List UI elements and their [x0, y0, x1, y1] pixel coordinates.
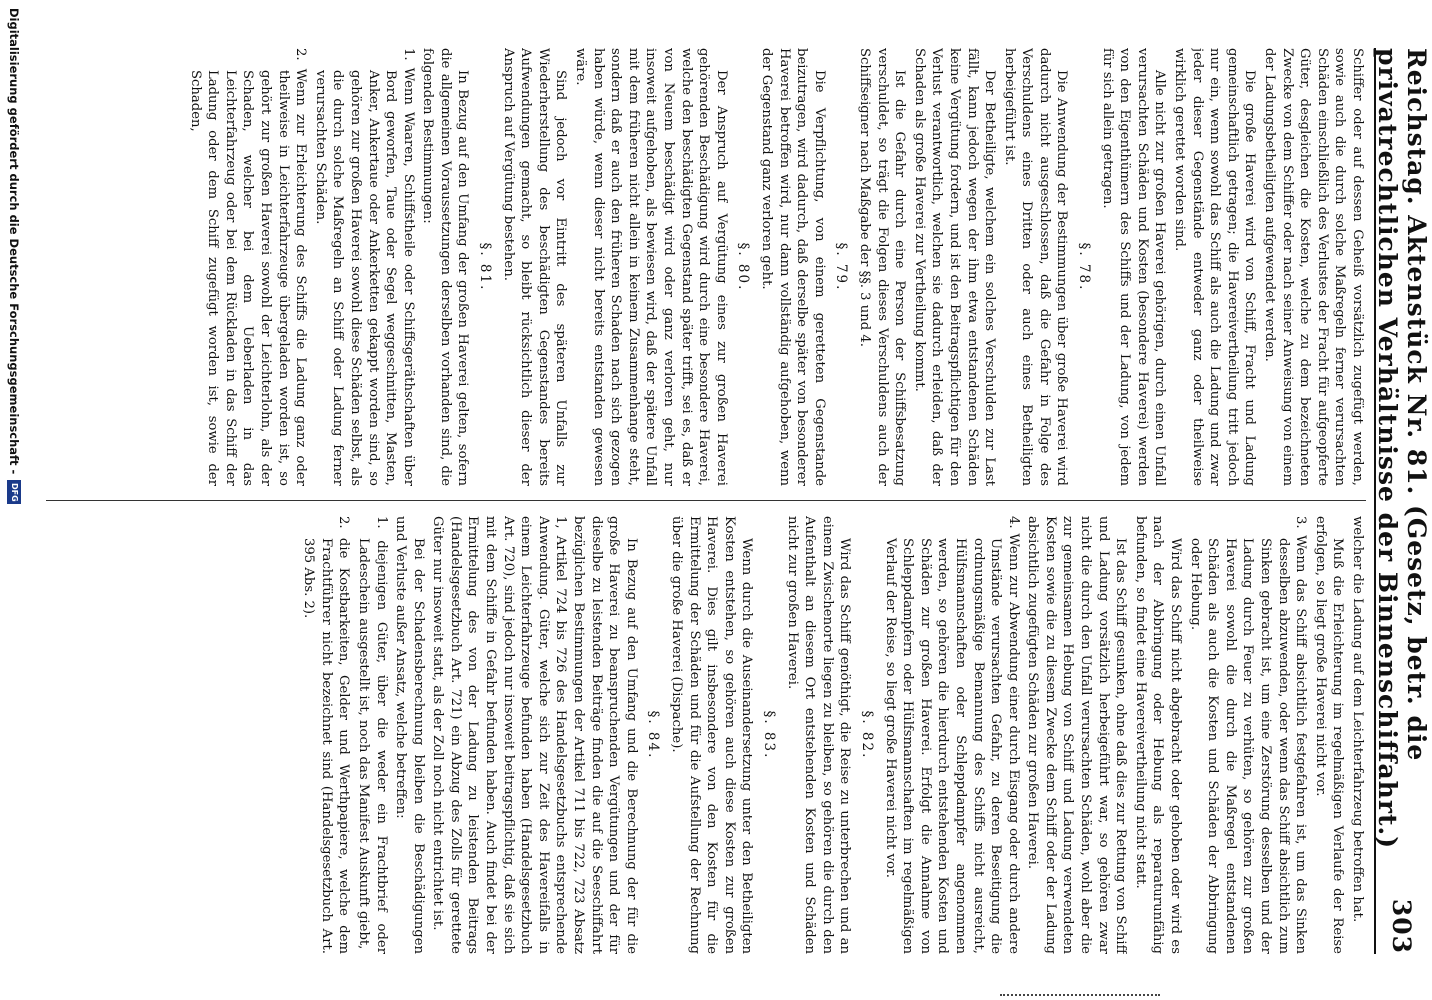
page-number: 303 — [1387, 898, 1417, 954]
paragraph: Ist die Gefahr durch eine Person der Schiffsbesatzung verschuldet, so trägt die Folgen dieses Verschuldens auch der Schiffseigner nach Maßgabe der §§. 3 und 4. — [856, 48, 908, 486]
column-divider — [46, 500, 1366, 501]
section-heading: §. 81. — [477, 242, 494, 292]
section-heading: §. 80. — [735, 242, 752, 292]
paragraph: Die große Haverei wird von Schiff, Fracht und Ladung gemeinschaftlich getragen; die Havereivertheilung tritt jedoch nur ein, wenn sowohl das Schiff als auch die Ladung und zwar jeder dieser Gegenstände entweder ganz oder theilweise wirklich gerettet worden sind. — [1172, 48, 1258, 486]
list-item: 3. Wenn das Schiff absichtlich festgefahren ist, um das Sinken desselben abzuwenden, oder wenn das Schiff absichtlich zum Sinken gebracht ist, um eine Zerstörung desselben und der Ladung durch Feuer zu verhüten, so gehören zur großen Haverei sowohl die durch die Maßregel entstandenen Schäden als auch die Kosten und Schäden der Abbringung oder Hebung. — [1187, 516, 1309, 954]
right-column — [46, 516, 1366, 954]
list-item: 2. die Kostbarkeiten, Gelder und Werthpapiere, welche dem Frachtführer nicht bezeichnet sind (Handelsgesetzbuch Art. 395 Abs. 2). — [301, 516, 352, 954]
list-item: 1. diejenigen Güter, über die weder ein Frachtbrief oder Ladeschein ausgestellt ist, noch das Manifest Auskunft giebt, — [355, 516, 389, 954]
paragraph: welcher die Ladung auf dem Leichterfahrzeug betroffen hat. — [1350, 516, 1365, 923]
paragraph: Wird das Schiff genöthigt, die Reise zu unterbrechen und an einem Zwischenorte liegen zu bleiben, so gehören die durch den Aufenthalt an diesem Ort entstehenden Kosten und Schäden nicht zur großen Haverei. — [784, 516, 853, 954]
section-heading: §. 84. — [645, 710, 662, 760]
list-item: 1. Wenn Waaren, Schiffstheile oder Schiffsgeräthschaften über Bord geworfen, Taue oder Segel weggeschnitten, Masten, Anker, Ankertaue oder Ankerketten gekappt worden sind, so gehören zur großen Haverei sowohl diese Schäden selbst, als die durch solche Maßregeln an Schiff oder Ladung ferner verursachten Schäden. — [312, 48, 416, 486]
page-header — [1373, 48, 1431, 954]
scan-artifact — [1000, 994, 1160, 999]
paragraph: In Bezug auf den Umfang der großen Haverei gelten, sofern die allgemeinen Voraussetzungen derselben vorhanden sind, die folgenden Bestimmungen: — [420, 48, 471, 486]
section-heading: §. 82. — [858, 710, 875, 760]
dfg-logo-icon: DFG — [7, 480, 21, 504]
paragraph: Wenn durch die Auseinandersetzung unter den Betheiligten Kosten entstehen, so gehören auch diese Kosten zur großen Haverei. Dies gilt insbesondere von den Kosten für die Ermittelung der Schäden und für die Aufstellung der Rechnung über die große Haverei (Dispache). — [669, 516, 755, 954]
paragraph: Muß die Erleichterung im regelmäßigen Verlaufe der Reise erfolgen, so liegt große Haverei nicht vor. — [1312, 516, 1346, 954]
list-item: 2. Wenn zur Erleichterung des Schiffs die Ladung ganz oder theilweise in Leichterfahrzeuge übergeladen worden ist, so gehört zur großen Haverei sowohl der Leichterlohn, als der Schaden, welcher bei dem Ueberladen in das Leichterfahrzeug oder bei dem Rückladen in das Schiff der Ladung oder dem Schiff zugefügt worden ist, sowie der Schaden, — [187, 48, 309, 486]
list-item: 4. Wenn zur Abwendung einer durch Eisgang oder durch andere Umstände verursachten Gefahr, zu deren Beseitigung die ordnungsmäßige Bemannung des Schiffs nicht ausreicht, Hülfsmannschaften oder Schleppdampfer angenommen werden, so gehören die hierdurch entstehenden Kosten und Schäden zur großen Haverei. Erfolgt die Annahme von Schleppdampfern oder Hülfsmannschaften im regelmäßigen Verlauf der Reise, so liegt große Haverei nicht vor. — [882, 516, 1021, 954]
section-heading: §. 79. — [833, 242, 850, 292]
section-heading: §. 83. — [761, 710, 777, 760]
left-column — [46, 48, 1366, 486]
paragraph: Der Anspruch auf Vergütung eines zur großen Haverei gehörenden Beschädigung wird durch eine besondere Haverei, welche den beschädigten Gegenstand später trifft, sei es, daß er von Neuem beschädigt wird oder ganz verloren geht, nur insoweit aufgehoben, als bewiesen wird, daß der spätere Unfall mit dem früheren nicht allein in keinem Zusammenhange steht, sondern daß er auch den früheren Schaden nach sich gezogen haben würde, wenn dieser nicht bereits entstanden gewesen wäre. — [573, 48, 729, 486]
running-title: Reichstag. Aktenstück Nr. 81. (Gesetz, betr. die privatrechtlichen Verhältnisse der Binnenschiffahrt.) — [1373, 48, 1431, 850]
paragraph: Alle nicht zur großen Haverei gehörigen, durch einen Unfall verursachten Schäden und Kosten (besondere Haverei) werden von den Eigenthümern des Schiffs und der Ladung, von jedem für sich allein getragen. — [1099, 48, 1168, 486]
paragraph: Ist das Schiff gesunken, ohne daß dies zur Rettung von Schiff und Ladung vorsätzlich herbeigeführt war, so gehören zwar nicht die durch den Unfall verursachten Schäden, wohl aber die zur gemeinsamen Hebung von Schiff und Ladung verwendeten Kosten sowie die zu diesem Zwecke dem Schiff oder der Ladung absichtlich zugefügten Schäden zur großen Haverei. — [1025, 516, 1129, 954]
footer-text: Digitalisierung gefördert durch die Deutsche Forschungsgemeinschaft - — [7, 8, 21, 475]
section-heading: §. 78. — [1076, 242, 1093, 292]
paragraph: Wird das Schiff nicht abgebracht oder gehoben oder wird es nach der Abbringung oder Hebung als reparaturunfähig befunden, so findet eine Havereivertheilung nicht statt. — [1132, 516, 1184, 954]
paragraph: In Bezug auf den Umfang und die Berechnung der für die große Haverei zu beanspruchenden Vergütungen und der für dieselbe zu leistenden Beiträge finden die auf die Seeschiffahrt bezüglichen Bestimmungen der Artikel 711 bis 722, 723 Absatz 1, Artikel 724 bis 726 des Handelsgesetzbuchs entsprechende Anwendung. Güter, welche sich zur Zeit des Havereifalls in einem Leichterfahrzeuge befunden haben (Handelsgesetzbuch Art. 720), sind jedoch nur insoweit beitragspflichtig, daß sie sich mit dem Schiffe in Gefahr befunden haben. Auch findet bei der Ermittelung des von der Ladung zu leistenden Beitrags (Handelsgesetzbuch Art. 721) ein Abzug des Zolls für gerettete Güter nur insoweit statt, als der Zoll noch nicht entrichtet ist. — [430, 516, 639, 954]
digitization-footer — [4, 8, 24, 788]
paragraph: Die Anwendung der Bestimmungen über große Haverei wird dadurch nicht ausgeschlossen, daß die Gefahr in Folge des Verschuldens eines Dritten oder auch eines Betheiligten herbeigeführt ist. — [1001, 48, 1070, 486]
paragraph: Schiffer oder auf dessen Geheiß vorsätzlich zugefügt werden, sowie auch die durch solche Maßregeln ferner verursachten Schäden einschließlich des Verlustes der Fracht für aufgeopferte Güter, desgleichen die Kosten, welche zu dem bezeichneten Zwecke von dem Schiffer oder nach seiner Anweisung von einem der Ladungsbetheiligten aufgewendet werden. — [1262, 48, 1365, 486]
paragraph: Der Betheiligte, welchem ein solches Verschulden zur Last fällt, kann jedoch wegen der ihm etwa entstandenen Schäden keine Vergütung fordern, und ist den Beitragspflichtigen für den Verlust verantwortlich, welchen sie dadurch erleiden, daß der Schaden als große Haverei zur Vertheilung kommt. — [911, 48, 998, 486]
paragraph: Sind jedoch vor Eintritt des späteren Unfalls zur Wiederherstellung des beschädigten Gegenstandes bereits Aufwendungen gemacht, so bleibt rücksichtlich dieser der Anspruch auf Vergütung bestehen. — [500, 48, 569, 486]
paragraph: Die Verpflichtung, von einem geretteten Gegenstande beizutragen, wird dadurch, daß derselbe später von besonderer Haverei betroffen wird, nur dann vollständig aufgehoben, wenn der Gegenstand ganz verloren geht. — [759, 48, 827, 486]
paragraph: Bei der Schadensberechnung bleiben die Beschädigungen und Verluste außer Ansatz, welche betreffen: — [393, 516, 426, 954]
header-rule — [1374, 48, 1376, 954]
